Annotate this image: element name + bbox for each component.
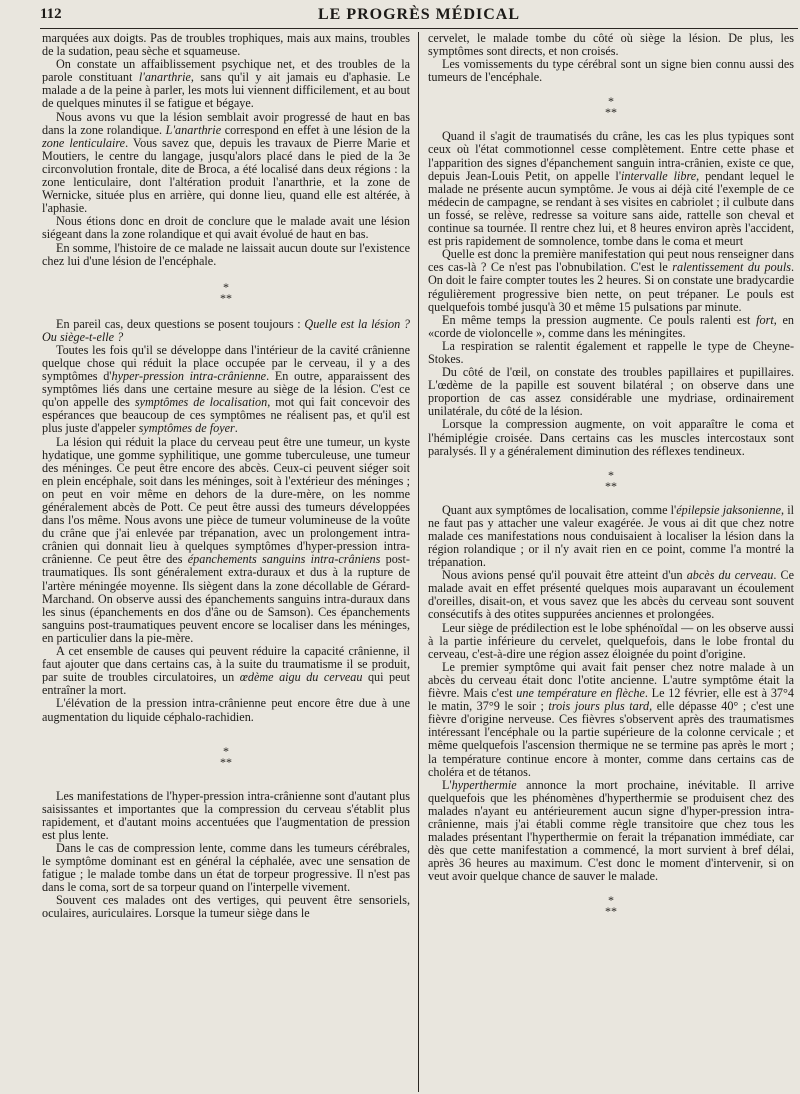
- separator-star-top: *: [223, 743, 229, 758]
- text-run: . Le 12 février, elle est à 37°4 le matin, 37°9 le soir ;: [428, 686, 794, 714]
- italic-text: fort: [756, 312, 774, 327]
- header-rule: [40, 28, 798, 29]
- italic-text: abcès du cerveau: [686, 568, 774, 583]
- text-run: Leur siège de prédilection est le lobe sphénoïdal — on les observe aussi à la partie inférieure du cervelet, quelquefois, dans le lobe frontal du cerveau, c'est-à-dire une région assez éloignée du point d'origine.: [428, 620, 794, 661]
- text-run: Nous avions pensé qu'il pouvait être atteint d'un: [442, 568, 687, 583]
- right-column: [428, 32, 794, 929]
- text-run: Nous avons vu que la lésion semblait avoir progressé de haut en bas dans la zone rolandique.: [42, 109, 410, 137]
- left-column: [42, 32, 410, 921]
- paragraph: [42, 58, 410, 110]
- text-run: annonce la mort prochaine, inévitable. Il arrive quelquefois que les phénomènes d'hyperthermie se produisent chez des malades n'ayant eu antérieurement aucun signe d'hyper-pression intra-crânienne, mais j'ai établi comme règle transitoire que chez tous les malades présentant l'hyperthermie on ferait la trépanation immédiate, car dès que cette manifestation a commencé, la mort survient à bref délai, après 36 heures au maximum. C'est donc le moment d'intervenir, si on veut avoir quelque chance de sauver le malade.: [428, 777, 794, 884]
- italic-text: œdème aigu du cerveau: [239, 670, 363, 685]
- paragraph: [428, 130, 794, 248]
- text-run: A cet ensemble de causes qui peuvent réduire la capacité crânienne, il faut ajouter que dans certains cas, à la suite du traumatisme il se produit, par suite de troubles circulatoires, un: [42, 644, 410, 685]
- journal-title: LE PROGRÈS MÉDICAL: [317, 6, 521, 23]
- section-separator: [428, 96, 794, 118]
- separator-star-top: *: [608, 94, 614, 109]
- separator-star-bottom: **: [220, 754, 232, 769]
- separator-star-top: *: [608, 467, 614, 482]
- paragraph: [428, 248, 794, 313]
- page-header: [40, 4, 798, 28]
- text-run: Quand il s'agit de traumatisés du crâne, les cas les plus typiques sont ceux où l'état commotionnel cesse complètement. Entre cette phase et l'apparition des signes d'épanchement sanguin intra-crânien, existe ce que, depuis Jean-Louis Petit, on appelle l': [428, 129, 794, 183]
- paragraph: [42, 894, 410, 920]
- italic-text: hyper-pression intra-crânienne: [111, 369, 267, 384]
- text-run: . On doit le faire compter toutes les 2 heures. Si on constate une bradycardie régulièrement progressive bien nette, on peut trépaner. Le pouls est quelquefois tombé jusqu'à 30 et même 15 pulsations par minute.: [428, 260, 794, 314]
- text-run: , sans qu'il y ait jamais eu d'aphasie. Le malade a de la peine à parler, les mots lui viennent difficilement, et au bout de quelques minutes il se fatigue et bégaye.: [42, 70, 410, 111]
- text-run: Nous étions donc en droit de conclure que le malade avait une lésion siégeant dans la zone rolandique et qui avait évolué de haut en bas.: [42, 214, 410, 242]
- text-run: correspond en effet à une lésion de la: [221, 122, 410, 137]
- paragraph: [42, 842, 410, 894]
- text-run: En même temps la pression augmente. Ce pouls ralenti est: [442, 312, 757, 327]
- text-run: marquées aux doigts. Pas de troubles trophiques, mais aux mains, troubles de la sudation, peau sèche et squameuse.: [42, 31, 410, 59]
- paragraph: [428, 504, 794, 569]
- text-run: .: [234, 421, 238, 436]
- text-run: L': [442, 777, 452, 792]
- paragraph: [42, 242, 410, 268]
- paragraph: [42, 790, 410, 842]
- text-run: La lésion qui réduit la place du cerveau peut être une tumeur, un kyste hydatique, une gomme syphilitique, une gomme tuberculeuse, une tumeur des méninges. Ce peut être encore des abcès. Ceux-ci peuvent siéger soit en plein encéphale, soit dans les méninges, soit à l'extérieur des méninges ; on peut en voir même en dehors de la dure-mère, on les nomme généralement abcès de Pott. Ce peut être aussi des tumeurs développées dans l'os même. Nous avons une pièce de tumeur volumineuse de la voûte du crâne que j'ai enlevée par trépanation, avec un prolongement intra-crânien qui donnait lieu à quelques symptômes d'hyper-pression intra-crânienne. Ce peut être des: [42, 434, 410, 567]
- text-run: , mot qui fait concevoir des espérances que beaucoup de ces symptômes ne réalisent pas, et qu'il est plus juste d'appeler: [42, 395, 410, 436]
- text-run: cervelet, le malade tombe du côté où siège la lésion. De plus, les symptômes sont directs, et non croisés.: [428, 31, 794, 59]
- paragraph: [428, 366, 794, 418]
- text-run: Lorsque la compression augmente, on voit apparaître le coma et l'hémiplégie croisée. Dans certains cas les muscles intercostaux sont paralysés. Il y a généralement diminution des réflexes tendineux.: [428, 417, 794, 458]
- paragraph: [428, 779, 794, 884]
- italic-text: L'anarthrie: [165, 122, 222, 137]
- paragraph: [42, 344, 410, 436]
- text-run: Dans le cas de compression lente, comme dans les tumeurs cérébrales, le symptôme dominant est en général la céphalée, avec une sensation de fatigue ; le malade tombe dans un état de torpeur progressive. Il n'est pas dans le coma, sort de sa torpeur quand on l'interpelle vivement.: [42, 840, 410, 895]
- separator-star-bottom: **: [605, 904, 617, 919]
- text-run: On constate un affaiblissement psychique net, et des troubles de la parole constituant: [42, 57, 410, 85]
- paragraph: [42, 436, 410, 646]
- section-separator: [428, 895, 794, 917]
- paragraph: [428, 569, 794, 621]
- italic-text: l'anarthrie: [138, 70, 191, 85]
- text-run: Les manifestations de l'hyper-pression intra-crânienne sont d'autant plus saisissantes et importantes que la compression du cerveau s'établit plus rapidement, et d'autant moins accentuées que l'augmentation de pression est plus lente.: [42, 788, 410, 842]
- italic-text: une température en flèche: [516, 686, 645, 701]
- paragraph: [428, 418, 794, 457]
- paragraph: [42, 32, 410, 58]
- text-run: L'élévation de la pression intra-crânienne peut encore être due à une augmentation du liquide céphalo-rachidien.: [42, 696, 410, 724]
- text-run: , il ne faut pas y attacher une valeur exagérée. Je vous ai dit que chez notre malade ces manifestations nous conduisaient à localiser la lésion dans la région rolandique ; or il n'y avait rien en ce point, comme l'a montré la trépanation.: [428, 502, 795, 570]
- text-run: Quant aux symptômes de localisation, comme l': [442, 502, 677, 517]
- text-run: Le premier symptôme qui avait fait penser chez notre malade à un abcès du cerveau était donc l'otite ancienne. L'autre symptôme était la fièvre. Mais c'est: [428, 659, 794, 701]
- paragraph: [42, 111, 410, 216]
- text-run: Toutes les fois qu'il se développe dans l'intérieur de la cavité crânienne quelque chose qui réduit la place occupée par le cerveau, il y a des symptômes d': [42, 342, 410, 384]
- text-run: Souvent ces malades ont des vertiges, qui peuvent être sensoriels, oculaires, auriculaires. Lorsque la tumeur siège dans le: [42, 893, 410, 921]
- italic-text: intervalle libre: [621, 168, 697, 183]
- italic-text: hyperthermie: [451, 777, 517, 792]
- section-separator: [42, 743, 410, 769]
- text-run: Quelle est donc la première manifestation qui peut nous renseigner dans ces cas-là ? Ce n'est pas l'obnubilation. C'est le: [428, 247, 794, 275]
- paragraph: [428, 314, 794, 340]
- text-run: En somme, l'histoire de ce malade ne laissait aucun doute sur l'existence chez lui d'une lésion de l'encéphale.: [42, 240, 410, 268]
- text-run: Du côté de l'œil, on constate des troubles papillaires et pupillaires. L'œdème de la papille est souvent bilatéral ; on observe dans une proportion de cas assez considérable une mydriase, ordinairement unilatérale, du côté de la lésion.: [428, 365, 794, 419]
- paragraph: [428, 661, 794, 779]
- text-run: Les vomissements du type cérébral sont un signe bien connu aussi des tumeurs de l'encéphale.: [428, 57, 794, 85]
- paragraph: [42, 215, 410, 241]
- separator-star-top: *: [608, 893, 614, 908]
- paragraph: [428, 622, 794, 661]
- text-run: La respiration se ralentit également et rappelle le type de Cheyne-Stokes.: [428, 338, 794, 366]
- text-run: post-traumatiques. Ils sont généralement extra-duraux et dus à la rupture de l'artère méningée moyenne. Ils siègent dans la zone décollable de Gérard-Marchand. On observe aussi des épanchements sanguins intra-duraux dans les sinus (épanchements en dos d'âne ou de Samson). Ces épanchements sanguins post-traumatiques peuvent encore se localiser dans les méninges, en particulier dans la pie-mère.: [42, 552, 410, 645]
- separator-star-bottom: **: [605, 105, 617, 120]
- text-run: , elle dépasse 40° ; c'est une fièvre d'origine nerveuse. Ces fièvres s'observent après des traumatismes intéressant l'encéphale ou la partie supérieure de la colonne cervicale ; et même quelquefois l'ascension thermique ne se termine pas après le mort ; la température continue encore à monter, comme dans certains cas de choléra et de tétanos.: [428, 699, 795, 779]
- paragraph: [42, 645, 410, 697]
- column-divider: [418, 32, 419, 1092]
- paragraph: [428, 32, 794, 58]
- text-run: En pareil cas, deux questions se posent toujours :: [56, 316, 305, 331]
- text-run: , en «corde de violoncelle », comme dans les méningites.: [428, 312, 794, 340]
- section-separator: [42, 279, 410, 305]
- text-run: , pendant lequel le malade ne présente aucun symptôme. Je vous ai déjà cité l'exemple de ce médecin de campagne, se rendant à ses visites en cabriolet ; il culbute dans un fossé, se relève, redresse sa voiture sans aide, rattelle son cheval et continue sa tournée. Il rentre chez lui, et 8 heures environ après l'accident, est pris rapidement de somnolence, tombe dans le coma et meurt: [428, 168, 794, 249]
- text-run: . En outre, apparaissent des symptômes liés dans une certaine mesure au siège de la lésion. C'est ce qu'on appelle des: [42, 369, 411, 410]
- italic-text: Quelle est la lésion ? Ou siège-t-elle ?: [42, 316, 410, 344]
- italic-text: symptômes de foyer: [138, 421, 235, 436]
- page-number: 112: [40, 6, 62, 22]
- italic-text: épilepsie jaksonienne: [676, 502, 781, 517]
- section-separator: [428, 467, 794, 493]
- separator-star-bottom: **: [220, 290, 232, 305]
- italic-text: épanchements sanguins intra-crâniens: [187, 552, 381, 567]
- text-run: . Ce malade avait en effet présenté quelques mois auparavant un écoulement d'oreilles, disait-on, et vous savez que les abcès du cerveau sont souvent consécutifs à des otites suppurées anciennes et prolongées.: [428, 568, 794, 622]
- italic-text: trois jours plus tard: [548, 699, 650, 714]
- separator-star-bottom: **: [605, 478, 617, 493]
- separator-star-top: *: [223, 279, 229, 294]
- text-run: qui peut entraîner la mort.: [42, 670, 410, 698]
- paragraph: [42, 697, 410, 723]
- paragraph: [42, 318, 410, 344]
- text-run: . Vous savez que, depuis les travaux de Pierre Marie et Moutiers, le centre du langage, jusqu'alors placé dans le pied de la 3e circonvolution frontale, dite de Broca, a été localisé dans deux régions : la zone lenticulaire, dont l'altération produit l'anarthrie, et la zone de Wernicke, située plus en arrière, qui donne lieu, quand elle est altérée, à l'aphasie.: [42, 135, 410, 216]
- italic-text: ralentissement du pouls: [672, 260, 791, 275]
- paragraph: [428, 58, 794, 84]
- italic-text: symptômes de localisation: [134, 395, 268, 410]
- paragraph: [428, 340, 794, 366]
- italic-text: zone lenticulaire: [42, 135, 126, 150]
